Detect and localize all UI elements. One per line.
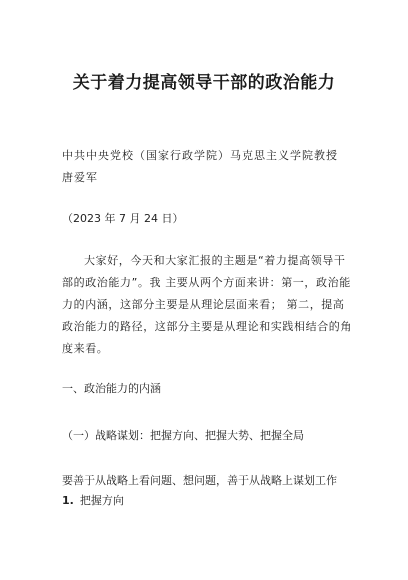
point-label: 把握方向: [79, 494, 124, 507]
subsection-heading: （一）战略谋划：把握方向、把握大势、把握全局: [62, 429, 304, 442]
intro-paragraph: 大家好，今天和大家汇报的主题是“着力提高领导干部的政治能力”。我 主要从两个方面来讲：第一，政治能力的内涵，这部分主要是从理论层面来看； 第二，提高政治能力的路径，这部分主要是从理论和实践相结合的角度来看。: [62, 254, 352, 355]
author-affiliation: 中共中央党校（国家行政学院）马克思主义学院教授: [62, 149, 338, 162]
document-title: 关于着力提高领导干部的政治能力: [72, 73, 336, 93]
point-number: 1.: [62, 494, 74, 507]
document-date: （2023 年 7 月 24 日）: [62, 212, 184, 225]
section-heading: 一、政治能力的内涵: [62, 382, 161, 395]
point-heading: [62, 490, 354, 512]
author-name: 唐爱军: [62, 171, 98, 184]
body-paragraph: 要善于从战略上看问题、想问题，善于从战略上谋划工作: [62, 474, 337, 487]
author-info: [62, 145, 354, 189]
